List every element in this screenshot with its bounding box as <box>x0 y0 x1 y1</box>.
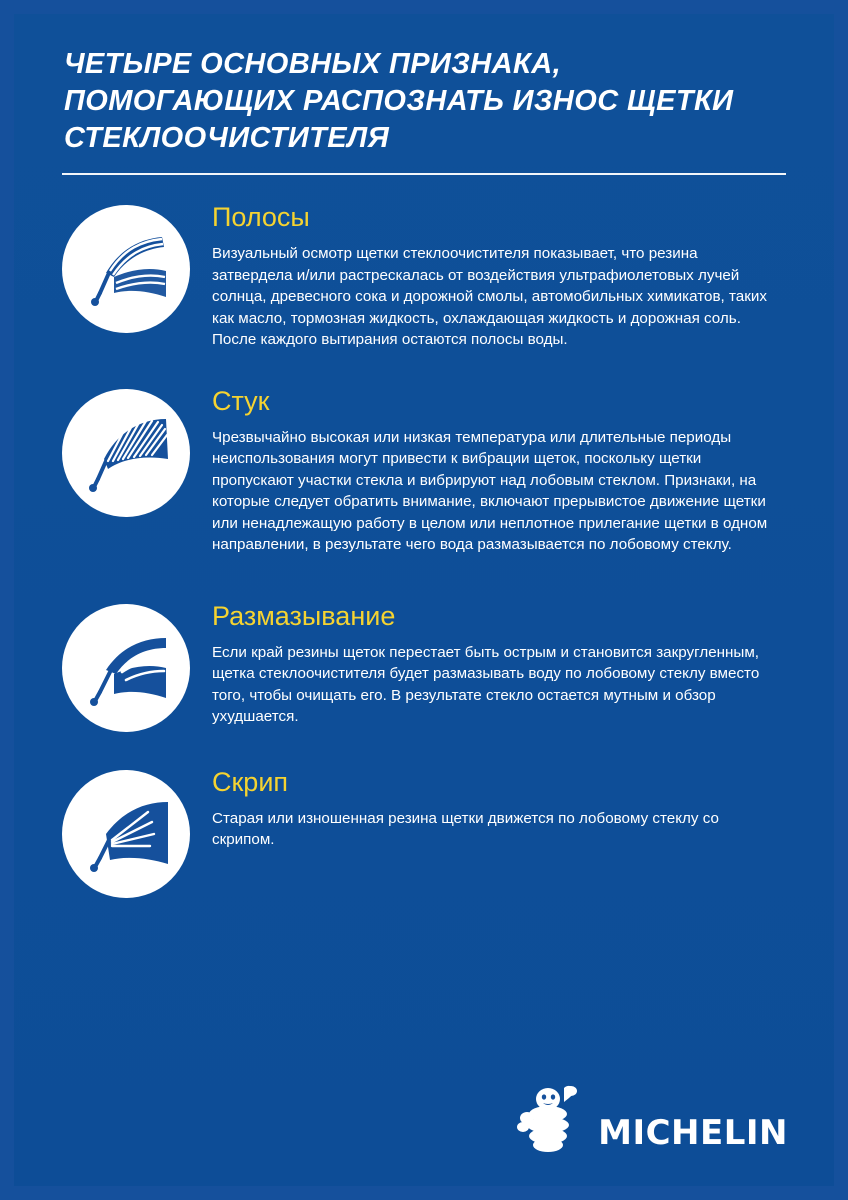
section-text: Чрезвычайно высокая или низкая температура или длительные периоды неиспользования могут привести к вибрации щеток, поскольку щетки пропускают участки стекла и вибрируют над лобовым стеклом. Признаки, на которые следует обратить внимание, включают прерывистое движение щетки или ненадлежащую работу в целом или неплотное прилегание щетки в одном направлении, в результате чего вода размазывается по лобовому стеклу. <box>212 428 768 554</box>
section-title: Размазывание <box>212 601 396 632</box>
wiper-chatter-icon <box>62 389 190 517</box>
section-text: Визуальный осмотр щетки стеклоочистителя показывает, что резина затвердела и/или растрескалась от воздействия ультрафиолетовых лучей солнца, древесного сока и дорожной смолы, автомобильных химикатов, таких как масло, тормозная жидкость, охлаждающая жидкость и дорожная соль. После каждого вытирания остаются полосы воды. <box>212 245 767 349</box>
section-text: Если край резины щеток перестает быть острым и становится закругленным, щетка стеклоочистителя будет размазывать воду по лобовому стеклу вместо того, чтобы очищать его. В результате стекло остается мутным и обзор ухудшается. <box>212 643 760 726</box>
wiper-squeak-icon <box>62 770 190 898</box>
section-body <box>212 201 772 351</box>
brand-name: MICHELIN <box>598 1113 788 1153</box>
section-title: Полосы <box>212 202 310 233</box>
brand-footer <box>514 1082 788 1156</box>
section-body <box>212 766 772 851</box>
section-text: Старая или изношенная резина щетки движется по лобовому стеклу со скрипом. <box>212 809 719 849</box>
section-body <box>212 600 772 728</box>
sections-list <box>62 201 786 898</box>
michelin-man-icon <box>514 1082 592 1156</box>
section-title: Стук <box>212 385 270 416</box>
poster-content <box>14 14 834 1186</box>
section-item <box>62 385 786 556</box>
title-divider <box>62 173 786 175</box>
section-item <box>62 201 786 351</box>
wiper-smearing-icon <box>62 604 190 732</box>
page-title: ЧЕТЫРЕ ОСНОВНЫХ ПРИЗНАКА, ПОМОГАЮЩИХ РАСПОЗНАТЬ ИЗНОС ЩЕТКИ СТЕКЛООЧИСТИТЕЛЯ <box>64 48 734 155</box>
section-body <box>212 385 772 556</box>
poster-frame <box>14 14 834 1186</box>
wiper-streaks-icon <box>62 205 190 333</box>
section-title: Скрип <box>212 767 289 798</box>
section-item <box>62 766 786 898</box>
section-item <box>62 600 786 732</box>
